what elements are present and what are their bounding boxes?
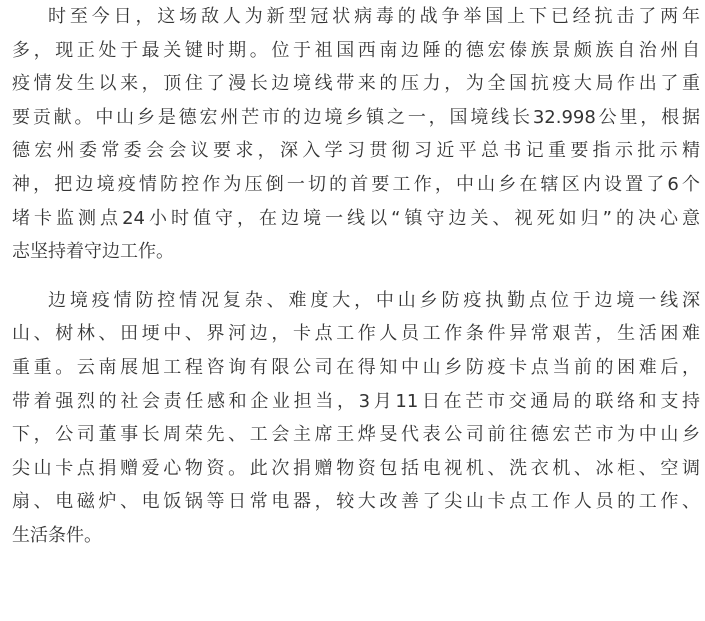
text-line: 神，把边境疫情防控作为压倒一切的首要工作，中山乡在辖区内设置了6个	[12, 173, 700, 195]
text-line: 要贡献。中山乡是德宏州芒市的边境乡镇之一，国境线长32.998公里，根据	[12, 106, 700, 128]
text-line: 带着强烈的社会责任感和企业担当，3月11日在芒市交通局的联络和支持	[12, 390, 700, 412]
text-line: 德宏州委常委会会议要求，深入学习贯彻习近平总书记重要指示批示精	[12, 140, 700, 162]
text-line: 尖山卡点捐赠爱心物资。此次捐赠物资包括电视机、洗衣机、冰柜、空调	[12, 457, 700, 479]
text-line: 志坚持着守边工作。	[12, 241, 174, 263]
paragraph-1	[12, 0, 700, 269]
text-line: 重重。云南展旭工程咨询有限公司在得知中山乡防疫卡点当前的困难后，	[12, 356, 700, 378]
text-line: 边境疫情防控情况复杂、难度大，中山乡防疫执勤点位于边境一线深	[48, 289, 700, 311]
text-line: 堵卡监测点24小时值守，在边境一线以“镇守边关、视死如归”的决心意	[12, 207, 700, 229]
text-line: 时至今日，这场敌人为新型冠状病毒的战争举国上下已经抗击了两年	[48, 6, 700, 27]
paragraph-2	[12, 284, 700, 553]
text-line: 山、树林、田埂中、界河边，卡点工作人员工作条件异常艰苦，生活困难	[12, 323, 700, 345]
text-line: 下，公司董事长周荣先、工会主席王烨旻代表公司前往德宏芒市为中山乡	[12, 424, 700, 446]
text-line: 疫情发生以来，顶住了漫长边境线带来的压力，为全国抗疫大局作出了重	[12, 73, 700, 95]
text-line: 多，现正处于最关键时期。位于祖国西南边陲的德宏傣族景颇族自治州自	[12, 39, 700, 61]
text-line: 扇、电磁炉、电饭锅等日常电器，较大改善了尖山卡点工作人员的工作、	[12, 491, 700, 513]
article-body	[12, 0, 700, 553]
text-line: 生活条件。	[12, 524, 102, 546]
